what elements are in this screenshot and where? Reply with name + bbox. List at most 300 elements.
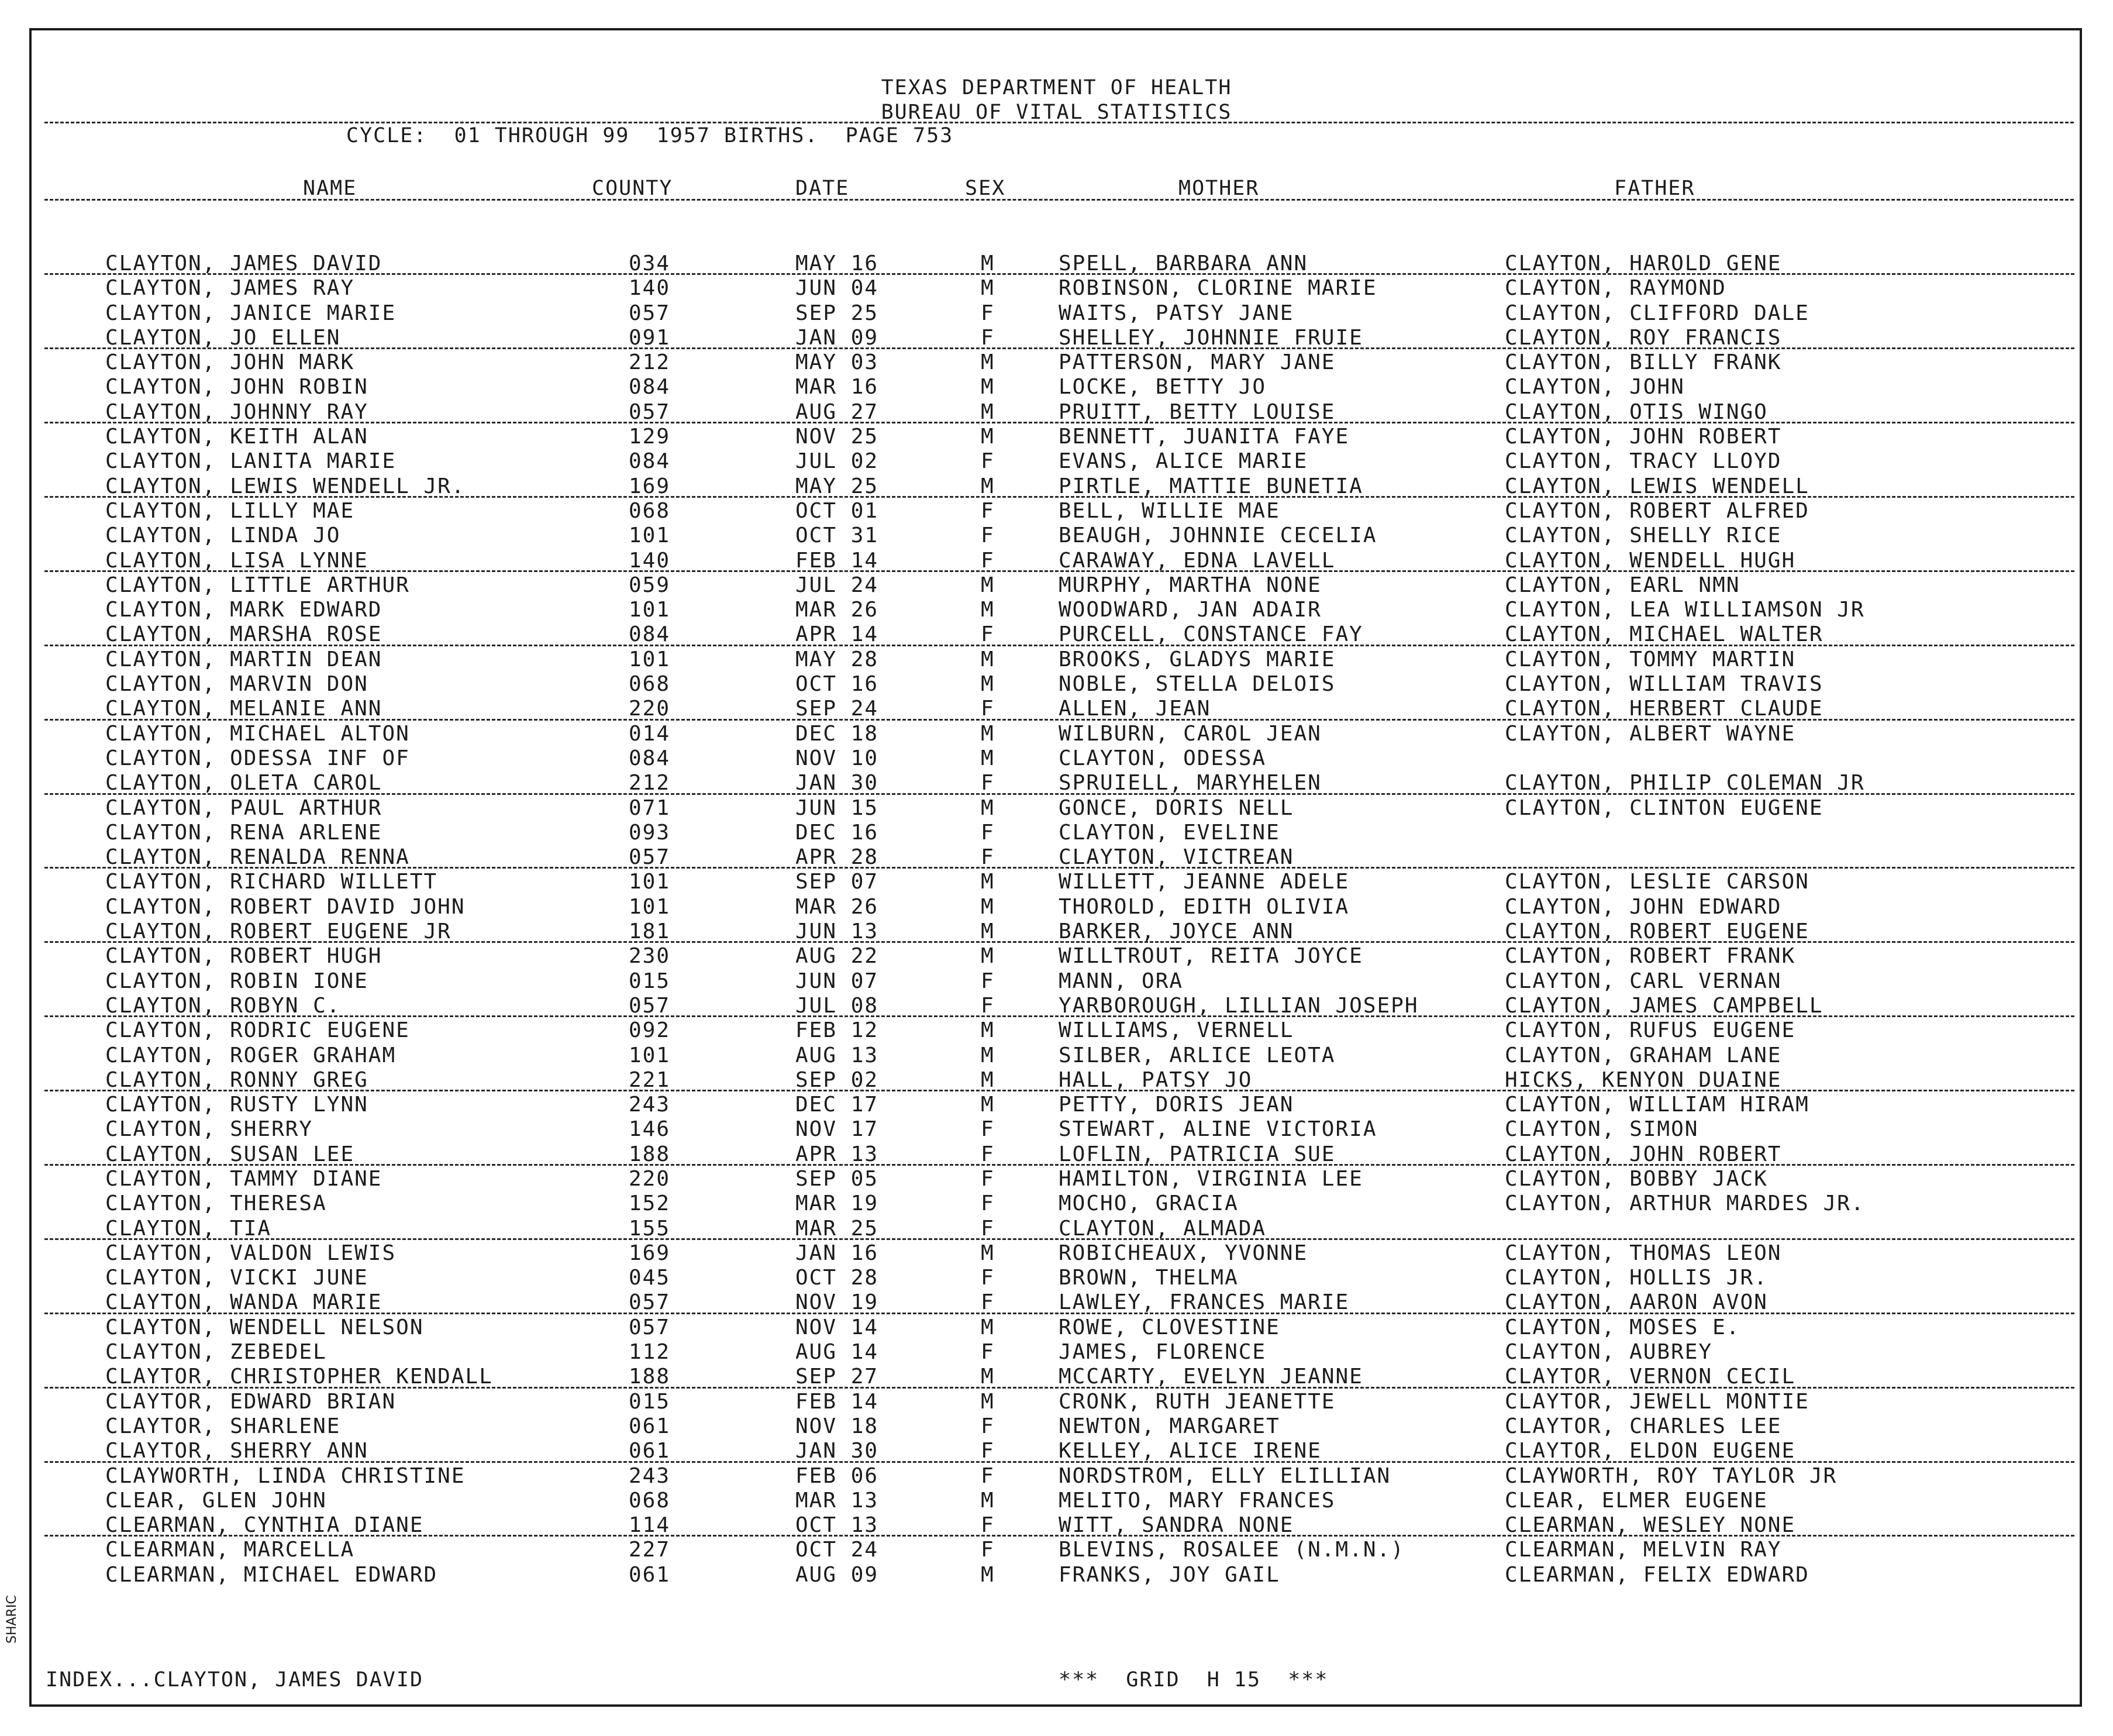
column-header-mother: MOTHER (1178, 177, 1260, 200)
cell-name: CLAYTON, LITTLE ARTHUR (105, 573, 410, 597)
cell-county: 015 (629, 969, 671, 993)
cell-sex: M (981, 399, 995, 424)
cell-county: 169 (629, 474, 671, 498)
cell-date: MAY 25 (795, 474, 879, 498)
cell-county: 034 (629, 252, 671, 275)
cell-father: CLAYTOR, JEWELL MONTIE (1505, 1389, 1809, 1414)
cell-name: CLAYTON, MELANIE ANN (105, 697, 382, 721)
cell-name: CLAYTON, TAMMY DIANE (105, 1166, 382, 1191)
cell-county: 084 (629, 622, 671, 647)
cell-mother: BEAUGH, JOHNNIE CECELIA (1059, 523, 1377, 548)
cell-sex: F (981, 1463, 995, 1488)
cell-county: 101 (629, 894, 671, 919)
cell-father: CLAYTON, ROY FRANCIS (1505, 325, 1782, 350)
cell-father: CLAYTON, CARL VERNAN (1505, 969, 1782, 993)
cell-sex: M (981, 894, 995, 919)
cell-sex: M (981, 425, 995, 449)
cell-mother: ROBINSON, CLORINE MARIE (1059, 276, 1377, 301)
cell-date: MAR 16 (795, 375, 879, 399)
cell-sex: F (981, 449, 995, 474)
row-group-divider (44, 1313, 2074, 1314)
cell-name: CLEARMAN, MARCELLA (105, 1538, 355, 1562)
cell-name: CLEAR, GLEN JOHN (105, 1488, 327, 1513)
cell-sex: M (981, 375, 995, 399)
cell-mother: WILLTROUT, REITA JOYCE (1059, 944, 1363, 969)
cell-county: 061 (629, 1414, 671, 1438)
cell-mother: PETTY, DORIS JEAN (1059, 1093, 1294, 1117)
table-row (0, 845, 2113, 870)
cell-mother: EVANS, ALICE MARIE (1059, 449, 1308, 474)
cell-mother: MOCHO, GRACIA (1059, 1191, 1239, 1216)
cell-name: CLAYTON, MARSHA ROSE (105, 622, 382, 647)
cell-name: CLAYTON, KEITH ALAN (105, 425, 368, 449)
row-group-divider (44, 645, 2074, 646)
row-group-divider (44, 1387, 2074, 1389)
cell-sex: F (981, 1538, 995, 1562)
row-group-divider (44, 1164, 2074, 1166)
cell-father: CLAYTON, AARON AVON (1505, 1290, 1768, 1315)
cell-sex: F (981, 1266, 995, 1290)
cell-father: CLAYTON, CLINTON EUGENE (1505, 795, 1824, 820)
cell-father: CLAYTON, GRAHAM LANE (1505, 1043, 1782, 1067)
table-row (0, 919, 2113, 944)
row-group-divider (44, 496, 2074, 498)
cell-mother: BLEVINS, ROSALEE (N.M.N.) (1059, 1538, 1405, 1562)
cell-name: CLAYTON, VALDON LEWIS (105, 1241, 397, 1265)
cell-father: CLAYTON, OTIS WINGO (1505, 399, 1768, 424)
cell-mother: PURCELL, CONSTANCE FAY (1059, 622, 1363, 647)
cell-father: CLAYTON, CLIFFORD DALE (1505, 301, 1809, 325)
cell-father: CLAYTON, SIMON (1505, 1117, 1699, 1142)
table-row (0, 647, 2113, 672)
cell-name: CLAYTON, JAMES DAVID (105, 252, 382, 275)
cell-date: JAN 30 (795, 1439, 879, 1463)
cell-father: CLAYTON, EARL NMN (1505, 573, 1740, 597)
cell-county: 059 (629, 573, 671, 597)
cell-name: CLAYTON, JO ELLEN (105, 325, 341, 350)
cell-father: CLAYTON, JOHN ROBERT (1505, 425, 1782, 449)
cell-name: CLEARMAN, MICHAEL EDWARD (105, 1562, 438, 1587)
row-group-divider (44, 867, 2074, 869)
table-row (0, 1266, 2113, 1290)
grid-footer: *** GRID H 15 *** (1059, 1668, 1329, 1692)
cell-father: CLAYTON, JOHN ROBERT (1505, 1142, 1782, 1166)
table-row (0, 1117, 2113, 1142)
table-row (0, 1043, 2113, 1068)
cell-sex: F (981, 301, 995, 325)
column-header-county: COUNTY (592, 177, 673, 200)
cell-name: CLAYTON, MARK EDWARD (105, 598, 382, 622)
cell-county: 084 (629, 449, 671, 474)
cell-county: 101 (629, 1043, 671, 1067)
table-row (0, 400, 2113, 425)
cell-county: 045 (629, 1266, 671, 1290)
cell-father: CLAYTON, TOMMY MARTIN (1505, 647, 1796, 671)
cell-county: 057 (629, 845, 671, 870)
cell-mother: PRUITT, BETTY LOUISE (1059, 399, 1336, 424)
cell-date: JAN 16 (795, 1241, 879, 1265)
table-row (0, 944, 2113, 969)
cell-date: MAR 25 (795, 1216, 879, 1241)
cell-sex: F (981, 1216, 995, 1241)
row-group-divider (44, 347, 2074, 349)
cell-county: 188 (629, 1142, 671, 1166)
cell-county: 084 (629, 746, 671, 770)
cell-sex: F (981, 1439, 995, 1463)
cell-father: CLAYTON, HOLLIS JR. (1505, 1266, 1768, 1290)
table-row (0, 1217, 2113, 1241)
cell-mother: LAWLEY, FRANCES MARIE (1059, 1290, 1350, 1315)
table-row (0, 895, 2113, 919)
table-row (0, 1414, 2113, 1439)
cell-name: CLAYTON, RENALDA RENNA (105, 845, 410, 870)
table-row (0, 474, 2113, 499)
cell-county: 057 (629, 399, 671, 424)
cell-sex: M (981, 721, 995, 746)
cell-father: CLAYTOR, ELDON EUGENE (1505, 1439, 1796, 1463)
cell-father: CLAYTON, LEWIS WENDELL (1505, 474, 1809, 498)
cell-sex: M (981, 1365, 995, 1389)
cell-mother: LOCKE, BETTY JO (1059, 375, 1267, 399)
cell-sex: M (981, 1315, 995, 1339)
table-row (0, 573, 2113, 598)
cell-sex: F (981, 845, 995, 870)
cell-sex: F (981, 1117, 995, 1142)
table-row (0, 1018, 2113, 1043)
table-row (0, 994, 2113, 1018)
cell-date: JUL 02 (795, 449, 879, 474)
cell-name: CLAYTON, SHERRY (105, 1117, 313, 1142)
cell-county: 068 (629, 672, 671, 697)
cell-sex: F (981, 523, 995, 548)
cell-date: JUL 08 (795, 993, 879, 1018)
cell-name: CLAYTON, MARTIN DEAN (105, 647, 382, 671)
table-row (0, 301, 2113, 326)
cell-mother: MURPHY, MARTHA NONE (1059, 573, 1322, 597)
cell-sex: F (981, 1513, 995, 1538)
cell-mother: NOBLE, STELLA DELOIS (1059, 672, 1336, 697)
cell-father: CLEAR, ELMER EUGENE (1505, 1488, 1768, 1513)
cell-father: CLAYTON, ARTHUR MARDES JR. (1505, 1191, 1865, 1216)
table-row (0, 350, 2113, 375)
cell-mother: WITT, SANDRA NONE (1059, 1513, 1294, 1538)
cell-sex: F (981, 1340, 995, 1365)
table-row (0, 870, 2113, 894)
cell-date: FEB 14 (795, 1389, 879, 1414)
table-row (0, 1439, 2113, 1463)
cell-father: CLAYTOR, VERNON CECIL (1505, 1365, 1796, 1389)
cell-date: JUN 13 (795, 919, 879, 944)
cell-mother: ROBICHEAUX, YVONNE (1059, 1241, 1308, 1265)
table-row (0, 1290, 2113, 1315)
cell-date: AUG 27 (795, 399, 879, 424)
cell-date: DEC 18 (795, 721, 879, 746)
cell-name: CLAYTOR, SHERRY ANN (105, 1439, 368, 1463)
cell-date: SEP 25 (795, 301, 879, 325)
cell-county: 057 (629, 993, 671, 1018)
table-row (0, 622, 2113, 647)
cell-sex: F (981, 1142, 995, 1166)
row-group-divider (44, 422, 2074, 423)
cell-sex: F (981, 820, 995, 845)
cell-mother: ALLEN, JEAN (1059, 697, 1211, 721)
row-group-divider (44, 1238, 2074, 1240)
cell-name: CLAYTON, WANDA MARIE (105, 1290, 382, 1315)
row-group-divider (44, 941, 2074, 943)
cell-sex: M (981, 944, 995, 969)
cell-date: NOV 19 (795, 1290, 879, 1315)
cell-mother: JAMES, FLORENCE (1059, 1340, 1267, 1365)
row-group-divider (44, 273, 2074, 275)
cell-mother: THOROLD, EDITH OLIVIA (1059, 894, 1350, 919)
cell-name: CLAYTON, MARVIN DON (105, 672, 368, 697)
cell-date: APR 28 (795, 845, 879, 870)
cell-date: NOV 10 (795, 746, 879, 770)
birth-records-table (0, 252, 2113, 1587)
cell-sex: F (981, 1166, 995, 1191)
table-row (0, 1563, 2113, 1587)
cell-county: 057 (629, 1315, 671, 1339)
table-row (0, 276, 2113, 301)
cell-mother: WILBURN, CAROL JEAN (1059, 721, 1322, 746)
table-row (0, 499, 2113, 523)
cell-county: 220 (629, 697, 671, 721)
cell-county: 140 (629, 548, 671, 573)
cell-father: CLAYTON, HERBERT CLAUDE (1505, 697, 1824, 721)
cell-name: CLAYTON, PAUL ARTHUR (105, 795, 382, 820)
cycle-line: CYCLE: 01 THROUGH 99 1957 BIRTHS. PAGE 753 (346, 124, 954, 147)
table-row (0, 1315, 2113, 1340)
cell-name: CLAYTON, SUSAN LEE (105, 1142, 355, 1166)
cell-name: CLAYTON, RENA ARLENE (105, 820, 382, 845)
cell-father: CLAYTON, LESLIE CARSON (1505, 870, 1809, 894)
cell-date: FEB 14 (795, 548, 879, 573)
table-row (0, 1365, 2113, 1389)
cell-name: CLAYTON, ROBIN IONE (105, 969, 368, 993)
table-row (0, 796, 2113, 821)
table-row (0, 523, 2113, 548)
cell-sex: M (981, 1562, 995, 1587)
cell-name: CLAYTOR, CHRISTOPHER KENDALL (105, 1365, 493, 1389)
cell-name: CLAYTON, JAMES RAY (105, 276, 355, 301)
cell-date: MAR 26 (795, 598, 879, 622)
cell-father: CLAYTON, RAYMOND (1505, 276, 1726, 301)
cell-father: CLAYTON, ROBERT FRANK (1505, 944, 1796, 969)
cell-sex: F (981, 1290, 995, 1315)
cell-mother: NEWTON, MARGARET (1059, 1414, 1280, 1438)
cell-name: CLAYTON, TIA (105, 1216, 272, 1241)
row-group-divider (44, 1535, 2074, 1537)
cell-date: NOV 18 (795, 1414, 879, 1438)
cell-name: CLAYTON, VICKI JUNE (105, 1266, 368, 1290)
table-row (0, 598, 2113, 622)
cell-date: MAY 28 (795, 647, 879, 671)
cell-sex: M (981, 1018, 995, 1043)
cell-father: CLAYTON, PHILIP COLEMAN JR (1505, 771, 1865, 795)
cell-date: AUG 14 (795, 1340, 879, 1365)
cell-county: 155 (629, 1216, 671, 1241)
column-header-name: NAME (303, 177, 357, 200)
cell-date: OCT 16 (795, 672, 879, 697)
cell-mother: SHELLEY, JOHNNIE FRUIE (1059, 325, 1363, 350)
cell-name: CLAYTON, JOHN MARK (105, 350, 355, 375)
cell-county: 101 (629, 598, 671, 622)
side-label: SHARIC (5, 1595, 19, 1644)
cell-county: 091 (629, 325, 671, 350)
cell-mother: ROWE, CLOVESTINE (1059, 1315, 1280, 1339)
cell-father: CLAYTON, ALBERT WAYNE (1505, 721, 1796, 746)
table-row (0, 1513, 2113, 1538)
bureau-title: BUREAU OF VITAL STATISTICS (881, 101, 1232, 124)
cell-county: 084 (629, 375, 671, 399)
cell-mother: CLAYTON, EVELINE (1059, 820, 1280, 845)
cell-county: 057 (629, 301, 671, 325)
table-row (0, 1167, 2113, 1191)
cell-father: CLAYTON, JOHN EDWARD (1505, 894, 1782, 919)
cell-mother: KELLEY, ALICE IRENE (1059, 1439, 1322, 1463)
cell-county: 152 (629, 1191, 671, 1216)
table-row (0, 722, 2113, 746)
row-group-divider (44, 1090, 2074, 1091)
cell-sex: M (981, 795, 995, 820)
cell-date: SEP 02 (795, 1067, 879, 1092)
cell-father: CLAYTON, SHELLY RICE (1505, 523, 1782, 548)
cell-county: 181 (629, 919, 671, 944)
cell-mother: CARAWAY, EDNA LAVELL (1059, 548, 1336, 573)
cell-mother: WAITS, PATSY JANE (1059, 301, 1294, 325)
cell-date: MAR 13 (795, 1488, 879, 1513)
table-row (0, 449, 2113, 474)
cell-mother: CRONK, RUTH JEANETTE (1059, 1389, 1336, 1414)
cell-county: 101 (629, 870, 671, 894)
cell-name: CLAYTON, LINDA JO (105, 523, 341, 548)
cell-county: 092 (629, 1018, 671, 1043)
cell-sex: M (981, 1241, 995, 1265)
cell-date: APR 14 (795, 622, 879, 647)
cell-name: CLAYTON, WENDELL NELSON (105, 1315, 424, 1339)
cell-date: JUL 24 (795, 573, 879, 597)
cell-county: 057 (629, 1290, 671, 1315)
cell-county: 071 (629, 795, 671, 820)
cell-mother: BROOKS, GLADYS MARIE (1059, 647, 1336, 671)
table-row (0, 672, 2113, 697)
cell-father: CLAYTON, JOHN (1505, 375, 1685, 399)
cell-sex: F (981, 771, 995, 795)
table-row (0, 1390, 2113, 1414)
cell-sex: F (981, 993, 995, 1018)
cell-date: DEC 16 (795, 820, 879, 845)
cell-father: CLAYTON, BILLY FRANK (1505, 350, 1782, 375)
cell-county: 146 (629, 1117, 671, 1142)
cell-mother: BELL, WILLIE MAE (1059, 498, 1280, 523)
cell-date: OCT 01 (795, 498, 879, 523)
column-header-sex: SEX (965, 177, 1006, 200)
row-group-divider (44, 719, 2074, 721)
cell-mother: MCCARTY, EVELYN JEANNE (1059, 1365, 1363, 1389)
cell-father: CLAYTON, WILLIAM TRAVIS (1505, 672, 1824, 697)
table-row (0, 1142, 2113, 1167)
cell-date: SEP 05 (795, 1166, 879, 1191)
cell-mother: HAMILTON, VIRGINIA LEE (1059, 1166, 1363, 1191)
cell-sex: F (981, 697, 995, 721)
cell-father: CLAYTON, HAROLD GENE (1505, 252, 1782, 275)
cell-sex: M (981, 276, 995, 301)
cell-date: AUG 22 (795, 944, 879, 969)
cell-sex: M (981, 474, 995, 498)
cell-county: 243 (629, 1093, 671, 1117)
cell-date: SEP 24 (795, 697, 879, 721)
row-group-divider (44, 1461, 2074, 1463)
cell-name: CLAYTON, RONNY GREG (105, 1067, 368, 1092)
cell-county: 061 (629, 1562, 671, 1587)
row-group-divider (44, 793, 2074, 795)
column-header-date: DATE (795, 177, 850, 200)
cell-mother: CLAYTON, ODESSA (1059, 746, 1267, 770)
cell-mother: NORDSTROM, ELLY ELILLIAN (1059, 1463, 1391, 1488)
cell-name: CLAYTON, JANICE MARIE (105, 301, 397, 325)
row-group-divider (44, 570, 2074, 572)
cell-county: 230 (629, 944, 671, 969)
table-row (0, 252, 2113, 276)
cell-father: CLAYTON, LEA WILLIAMSON JR (1505, 598, 1865, 622)
cell-county: 061 (629, 1439, 671, 1463)
cell-name: CLAYTOR, SHARLENE (105, 1414, 341, 1438)
cell-sex: F (981, 325, 995, 350)
cell-sex: M (981, 1067, 995, 1092)
cell-father: CLAYTON, TRACY LLOYD (1505, 449, 1782, 474)
cell-sex: F (981, 622, 995, 647)
index-footer: INDEX...CLAYTON, JAMES DAVID (46, 1668, 424, 1692)
cell-name: CLAYTON, ZEBEDEL (105, 1340, 327, 1365)
cell-sex: M (981, 1043, 995, 1067)
table-row (0, 1191, 2113, 1216)
cell-date: NOV 17 (795, 1117, 879, 1142)
cell-sex: M (981, 1389, 995, 1414)
cell-county: 112 (629, 1340, 671, 1365)
table-row (0, 1068, 2113, 1093)
cell-father: CLAYTON, MICHAEL WALTER (1505, 622, 1824, 647)
cell-date: OCT 28 (795, 1266, 879, 1290)
table-row (0, 1340, 2113, 1365)
cell-county: 093 (629, 820, 671, 845)
cell-sex: M (981, 573, 995, 597)
cell-name: CLAYWORTH, LINDA CHRISTINE (105, 1463, 466, 1488)
cell-county: 015 (629, 1389, 671, 1414)
cell-name: CLAYTON, LEWIS WENDELL JR. (105, 474, 466, 498)
cell-date: JUN 15 (795, 795, 879, 820)
cell-mother: BROWN, THELMA (1059, 1266, 1239, 1290)
cell-father: HICKS, KENYON DUAINE (1505, 1067, 1782, 1092)
cell-name: CLAYTON, ROGER GRAHAM (105, 1043, 397, 1067)
cell-name: CLAYTON, RUSTY LYNN (105, 1093, 368, 1117)
cell-date: MAR 19 (795, 1191, 879, 1216)
cell-county: 212 (629, 771, 671, 795)
cell-father: CLEARMAN, MELVIN RAY (1505, 1538, 1782, 1562)
cell-father: CLAYTON, AUBREY (1505, 1340, 1713, 1365)
cell-sex: F (981, 548, 995, 573)
cell-date: MAY 03 (795, 350, 879, 375)
cell-mother: SILBER, ARLICE LEOTA (1059, 1043, 1336, 1067)
cell-mother: CLAYTON, VICTREAN (1059, 845, 1294, 870)
row-group-divider (44, 1015, 2074, 1017)
table-row (0, 549, 2113, 573)
cell-name: CLAYTOR, EDWARD BRIAN (105, 1389, 397, 1414)
table-row (0, 1489, 2113, 1513)
cell-mother: BARKER, JOYCE ANN (1059, 919, 1294, 944)
cell-father: CLAYTOR, CHARLES LEE (1505, 1414, 1782, 1438)
cell-sex: M (981, 870, 995, 894)
cell-mother: PIRTLE, MATTIE BUNETIA (1059, 474, 1363, 498)
